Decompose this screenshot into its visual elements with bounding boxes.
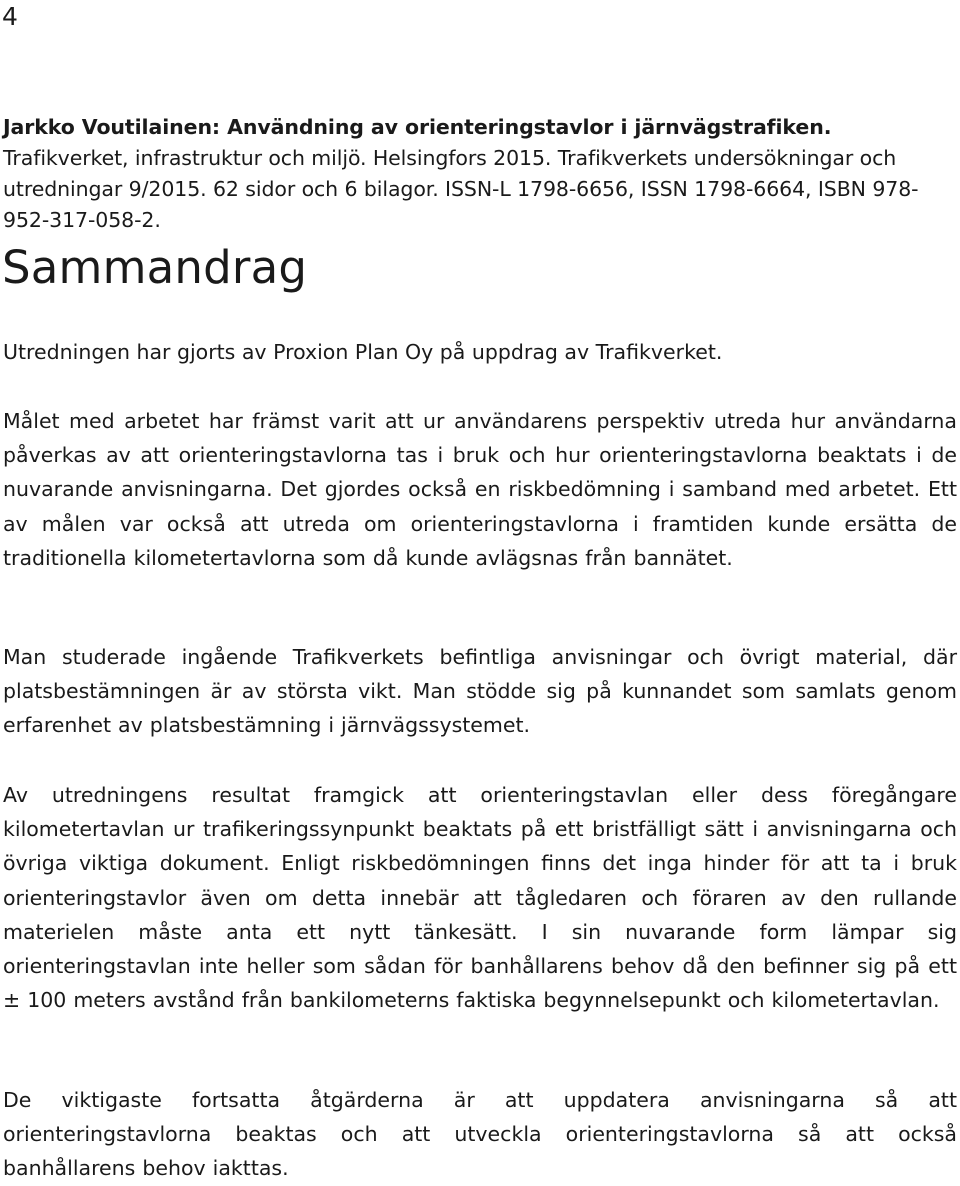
summary-paragraph: De viktigaste fortsatta åtgärderna är att uppdatera anvisningarna så att orienteringstavlorna beaktas och att utveckla orienteringstavlorna så att också banhållarens behov iakttas.	[3, 1088, 957, 1181]
summary-paragraph: Man studerade ingående Trafikverkets befintliga anvisningar och övrigt material, där platsbestämningen är av största vikt. Man stödde sig på kunnandet som samlats genom erfarenhet av platsbestämning i järnvägssystemet.	[3, 645, 957, 738]
intro-sentence: Utredningen har gjorts av Proxion Plan Oy på uppdrag av Trafikverket.	[3, 340, 723, 364]
bibliographic-info	[3, 112, 953, 236]
author-and-title: Jarkko Voutilainen: Användning av orienteringstavlor i järnvägstrafiken.	[3, 115, 832, 139]
summary-paragraph: Av utredningens resultat framgick att orienteringstavlan eller dess föregångare kilometertavlan ur trafikeringssynpunkt beaktats på ett bristfälligt sätt i anvisningarna och övriga viktiga dokument. Enligt riskbedömningen finns det inga hinder för att ta i bruk orienteringstavlor även om detta innebär att tågledaren och föraren av den rullande materielen måste anta ett nytt tänkesätt. I sin nuvarande form lämpar sig orienteringstavlan inte heller som sådan för banhållarens behov då den befinner sig på ett ± 100 meters avstånd från bankilometerns faktiska begynnelsepunkt och kilometertavlan.	[3, 783, 957, 1013]
summary-paragraph: Målet med arbetet har främst varit att ur användarens perspektiv utreda hur användarna påverkas av att orienteringstavlorna tas i bruk och hur orienteringstavlorna beaktats i de nuvarande anvisningarna. Det gjordes också en riskbedömning i samband med arbetet. Ett av målen var också att utreda om orienteringstavlorna i framtiden kunde ersätta de traditionella kilometertavlorna som då kunde avlägsnas från bannätet.	[3, 409, 957, 570]
section-heading: Sammandrag	[2, 241, 308, 294]
publication-details: Trafikverket, infrastruktur och miljö. Helsingfors 2015. Trafikverkets undersökningar och utredningar 9/2015. 62 sidor och 6 bilagor. ISSN-L 1798-6656, ISSN 1798-6664, ISBN 978-952-317-058-2.	[3, 146, 919, 232]
page-number: 4	[2, 2, 18, 31]
